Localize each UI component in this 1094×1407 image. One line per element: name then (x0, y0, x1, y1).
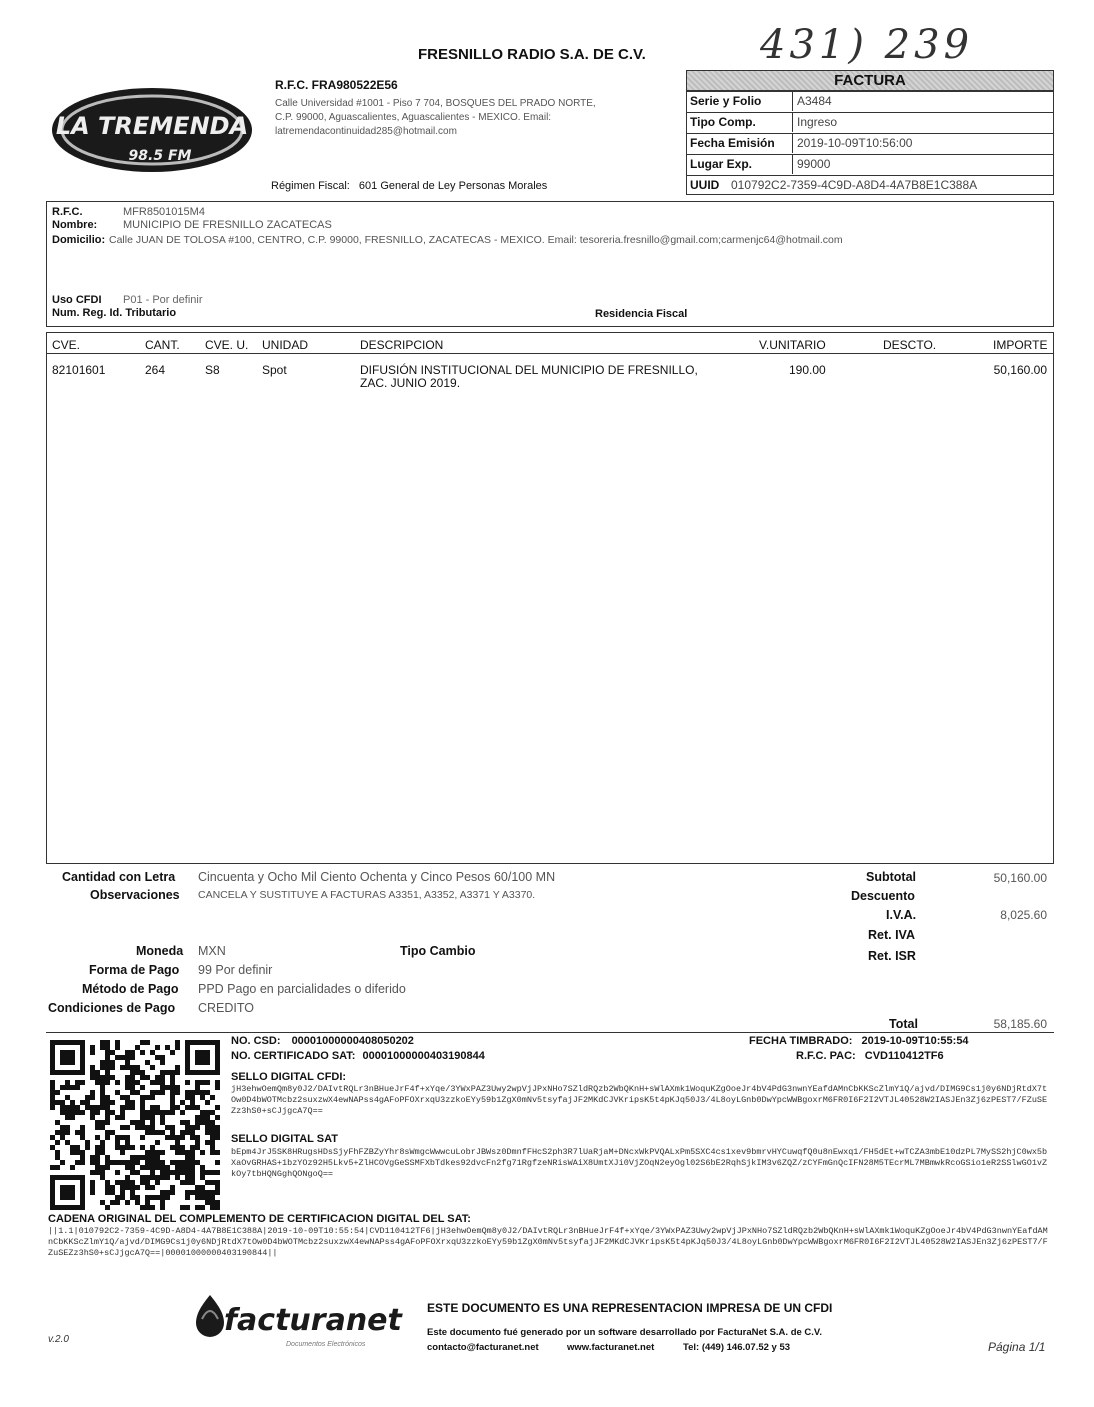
timbrado-value: 2019-10-09T10:55:54 (861, 1035, 969, 1047)
th-descripcion: DESCRIPCION (360, 338, 444, 352)
csd (231, 1035, 414, 1047)
issuer-rfc: R.F.C. FRA980522E56 (275, 78, 398, 92)
qr-code-graphic (50, 1040, 220, 1210)
fecha-timbrado (749, 1035, 969, 1047)
tipo-label: Tipo Comp. (690, 115, 756, 129)
uuid-value: 010792C2-7359-4C9D-A8D4-4A7B8E1C388A (731, 178, 978, 192)
table-row (47, 363, 1053, 393)
footer-tel: Tel: (449) 146.07.52 y 53 (683, 1342, 791, 1353)
client-domicilio-label: Domicilio: (52, 234, 106, 246)
factura-row-serie (687, 91, 1053, 111)
row-cant: 264 (145, 363, 166, 377)
sello-cfdi-value: jH3ehwOemQm8y0J2/DAIvtRQLr3nBHueJrF4f+xYqe/3YWxPAZ3Uwy2wpVjJPxNHo7SZldRQzb2WbQKnH+sWlAXmk1WoquKZgOoeJr4bV4PdG3nwnYEafdAMnCbKKScZlmY1Q/ajvd/DIMG9Cs1j0y6NDjRtdX7tOw0D4bWOTMcbz2suxzwX4ewNAPss4gAFoPFOXrxqU3zzkoEYy59b1ZgX0mNv5tsyfajJF2MKdCJVKripsK5t4pKJq50J3/4L8oyLGnb0DwYpcWWBgoxrM6FR0I6F2I2VTJL40528W2IASJEn3Zj6zPEST7/FZuSEZz3hS0+sCJjgcA7Q== (231, 1084, 1048, 1116)
cantidad-value: Cincuenta y Ocho Mil Ciento Ochenta y Cinco Pesos 60/100 MN (198, 870, 556, 884)
metodo-value: PPD Pago en parcialidades o diferido (198, 982, 406, 996)
uso-cfdi-label: Uso CFDI (52, 294, 102, 306)
sello-sat-label: SELLO DIGITAL SAT (231, 1133, 338, 1145)
csd-value: 00001000000408050202 (291, 1035, 414, 1047)
facturanet-logo (194, 1289, 404, 1353)
moneda-label: Moneda (136, 944, 184, 958)
client-rfc-label: R.F.C. (52, 206, 83, 218)
tipocambio-label: Tipo Cambio (400, 944, 476, 958)
lugar-value: 99000 (797, 157, 831, 171)
client-box (46, 201, 1054, 327)
client-domicilio-value: Calle JUAN DE TOLOSA #100, CENTRO, C.P. 99000, FRESNILLO, ZACATECAS - MEXICO. Email: tesoreria.fresnillo@gmail.com;carmenjc64@hotmail.com (109, 234, 843, 246)
row-vunitario: 190.00 (789, 363, 826, 377)
subtotal-label: Subtotal (866, 870, 916, 884)
client-nombre-label: Nombre: (52, 219, 98, 231)
total-label: Total (889, 1017, 918, 1031)
row-cve: 82101601 (52, 363, 106, 377)
footer-web[interactable]: www.facturanet.net (567, 1342, 655, 1353)
fecha-value: 2019-10-09T10:56:00 (797, 136, 913, 150)
issuer-address-2: C.P. 99000, Aguascalientes, Aguascalientes - MEXICO. Email: (275, 112, 552, 123)
footer-line: Este documento fué generado por un software desarrollado por FacturaNet S.A. de C.V. (427, 1327, 823, 1338)
total-divider (46, 1032, 1054, 1033)
factura-box (686, 70, 1054, 195)
th-cveu: CVE. U. (205, 338, 249, 352)
svg-text:98.5 FM: 98.5 FM (128, 148, 192, 164)
footer-title: ESTE DOCUMENTO ES UNA REPRESENTACION IMPRESA DE UN CFDI (427, 1301, 833, 1315)
observaciones-label: Observaciones (90, 888, 180, 902)
iva-value: 8,025.60 (1000, 908, 1047, 922)
version: v.2.0 (48, 1334, 69, 1345)
row-cveu: S8 (205, 363, 220, 377)
serie-label: Serie y Folio (690, 94, 762, 108)
serie-value: A3484 (797, 94, 832, 108)
th-descto: DESCTO. (883, 338, 937, 352)
uuid-label: UUID (690, 178, 720, 192)
logo (48, 78, 260, 188)
issuer-address-3: latremendacontinuidad285@hotmail.com (275, 126, 457, 137)
retisr-label: Ret. ISR (868, 949, 916, 963)
factura-row-fecha (687, 133, 1053, 153)
moneda-value: MXN (198, 944, 226, 958)
client-nombre-value: MUNICIPIO DE FRESNILLO ZACATECAS (123, 219, 332, 231)
th-vunitario: V.UNITARIO (759, 338, 826, 352)
certsat-label: NO. CERTIFICADO SAT: (231, 1050, 356, 1062)
svg-text:LA TREMENDA: LA TREMENDA (55, 112, 249, 140)
factura-row-lugar (687, 154, 1053, 174)
factura-row-tipo (687, 112, 1053, 132)
condiciones-label: Condiciones de Pago (48, 1001, 176, 1015)
uso-cfdi-value: P01 - Por definir (123, 294, 203, 306)
footer-contact[interactable]: contacto@facturanet.net (427, 1342, 539, 1353)
condiciones-value: CREDITO (198, 1001, 255, 1015)
lugar-label: Lugar Exp. (690, 157, 753, 171)
metodo-label: Método de Pago (82, 982, 179, 996)
rfc-pac (796, 1050, 944, 1062)
page-number: Página 1/1 (988, 1340, 1046, 1354)
pac-value: CVD110412TF6 (864, 1050, 944, 1062)
certsat-value: 00001000000403190844 (362, 1050, 485, 1062)
regimen-value: 601 General de Ley Personas Morales (358, 180, 548, 192)
factura-title: FACTURA (687, 71, 1053, 91)
tipo-value: Ingreso (797, 115, 838, 129)
th-cant: CANT. (145, 338, 180, 352)
fecha-label: Fecha Emisión (690, 136, 775, 150)
timbrado-label: FECHA TIMBRADO: (749, 1035, 853, 1047)
sello-sat-value: bEpm4JrJ5SK8HRugsHDsSjyFhFZBZyYhr8sWmgcWwwcuLobrJBWsz0DmnfFHcS2ph3R7lUaRjaM+DNcxWkPVQALxPm5SXC4cs1xev9bmrvHYCuwqfQ0u8nEwxq1/FH5dEt+wTCZA3mbE10dzPL7MySS2hjC0wx5bXaOvGRHAS+1bzYOz92H5Lkv5+ZlHCOVgGeSSMFXbTdkes92dvcFn2fg71RgfzeNRisWAiX8UmtXJi0VjZOqN2eyOgl02S6bE2RqhSjkIM3v6ZQZ/zCYFmGnQcIFN28M5TEcrML7MBmwkRcoGSio1eR2SSlwGO1vZkOy7tbHQNGghQONgoQ== (231, 1147, 1048, 1179)
th-importe: IMPORTE (993, 338, 1048, 352)
factura-row-uuid (687, 175, 1053, 195)
cert-sat (231, 1050, 485, 1062)
regimen-label: Régimen Fiscal: (271, 180, 350, 192)
subtotal-value: 50,160.00 (993, 871, 1047, 885)
facturanet-brand: facturanet (224, 1303, 402, 1338)
client-rfc-value: MFR8501015M4 (123, 206, 205, 218)
handwritten-note: 431) 239 (760, 22, 974, 68)
cadena-label: CADENA ORIGINAL DEL COMPLEMENTO DE CERTIFICACION DIGITAL DEL SAT: (48, 1213, 471, 1225)
formapago-label: Forma de Pago (89, 963, 180, 977)
observaciones-value: CANCELA Y SUSTITUYE A FACTURAS A3351, A3352, A3371 Y A3370. (198, 889, 536, 901)
regimen-fiscal (271, 180, 547, 192)
issuer-address-1: Calle Universidad #1001 - Piso 7 704, BOSQUES DEL PRADO NORTE, (275, 98, 596, 109)
iva-label: I.V.A. (886, 908, 917, 922)
table-header (47, 333, 1053, 354)
items-table (46, 332, 1054, 864)
total-value: 58,185.60 (993, 1017, 1047, 1031)
csd-label: NO. CSD: (231, 1035, 281, 1047)
cadena-value: ||1.1|010792C2-7359-4C9D-A8D4-4A7B8E1C388A|2019-10-09T10:55:54|CVD110412TF6|jH3ehwOemQm8y0J2/DAIvtRQLr3nBHueJrF4f+xYqe/3YWxPAZ3Uwy2wpVjJPxNHo7SZldRQzb2WbQKnH+sWlAXmk1WoquKZgOoeJr4bV4PdG3nwnYEafdAMnCbKKScZlmY1Q/ajvd/DIMG9Cs1j0y6NDjRtdX7tOw0D4bWOTMcbz2suxzwX4ewNAPss4gAFoPFOXrxqU3zzkoEYy59b1ZgX0mNv5tsyfajJF2MKdCJVKripsK5t4pKJq50J3/4L8oyLGnb0DwYpcWWBgoxrM6FR0I6F2I2VTJL40528W2IASJEn3Zj6zPEST7/FZuSEZz3hS0+sCJjgcA7Q==|00001000000403190844|| (48, 1226, 1048, 1258)
retiva-label: Ret. IVA (868, 928, 915, 942)
descuento-label: Descuento (851, 889, 915, 903)
row-unidad: Spot (262, 363, 287, 377)
row-importe: 50,160.00 (993, 363, 1047, 377)
th-cve: CVE. (52, 338, 81, 352)
facturanet-drop-icon (194, 1293, 226, 1339)
sello-cfdi-label: SELLO DIGITAL CFDI: (231, 1071, 347, 1083)
residencia-label: Residencia Fiscal (595, 308, 688, 320)
logo-graphic (48, 78, 260, 188)
numreg-label: Num. Reg. Id. Tributario (52, 307, 177, 319)
row-desc-line1: DIFUSIÓN INSTITUCIONAL DEL MUNICIPIO DE FRESNILLO, (360, 363, 698, 377)
row-desc-line2: ZAC. JUNIO 2019. (360, 376, 461, 390)
qr-code (50, 1040, 220, 1210)
formapago-value: 99 Por definir (198, 963, 273, 977)
th-unidad: UNIDAD (262, 338, 309, 352)
issuer-name: FRESNILLO RADIO S.A. DE C.V. (418, 46, 646, 63)
cantidad-label: Cantidad con Letra (62, 870, 176, 884)
facturanet-sub: Documentos Electrónicos (286, 1341, 366, 1348)
pac-label: R.F.C. PAC: (796, 1050, 856, 1062)
